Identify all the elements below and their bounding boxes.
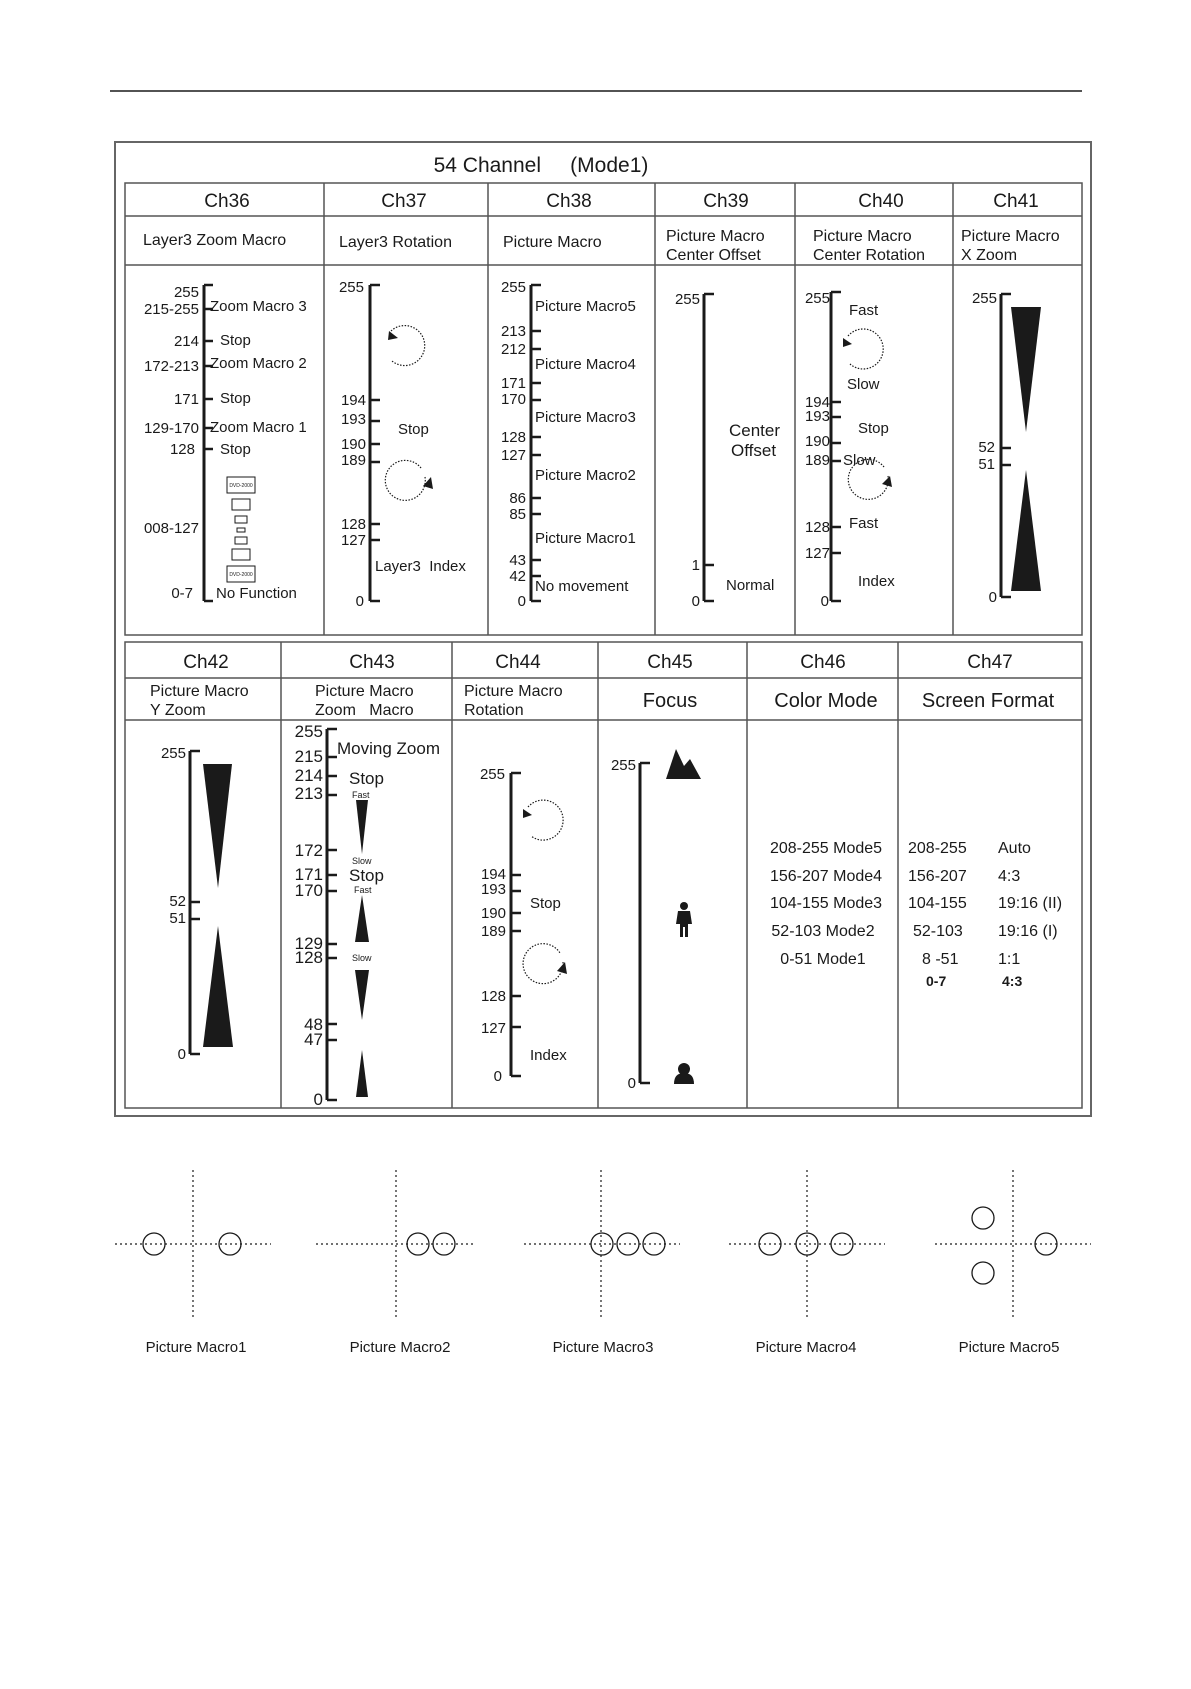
- person-icon: [676, 902, 692, 937]
- ch37-label-stop: Stop: [398, 421, 429, 438]
- ch38-tick-212: 212: [500, 341, 526, 358]
- ch42-tick-51: 51: [169, 910, 186, 927]
- ch38-tick-127: 127: [500, 447, 526, 464]
- ch47-format-list: [908, 840, 1062, 989]
- ch47-range-156-207: 156-207: [908, 868, 967, 885]
- ch36-tick-128: 128: [169, 441, 195, 458]
- rotate-cw-icon: [385, 460, 433, 500]
- rotate-ccw-icon: [388, 326, 425, 366]
- ch39-function-line1: Picture Macro: [666, 228, 765, 245]
- portrait-icon: [674, 1063, 694, 1084]
- ch43-tick-171: 171: [294, 865, 323, 884]
- ch47-range-208-255: 208-255: [908, 840, 967, 857]
- ch38-tick-0: 0: [517, 593, 526, 610]
- ch38-tick-171: 171: [500, 375, 526, 392]
- ch43-tick-172: 172: [294, 841, 323, 860]
- ch36-function: Layer3 Zoom Macro: [143, 232, 287, 249]
- ch47-format-19-16-ii: 19:16 (II): [998, 895, 1063, 912]
- ch44-scale: [480, 766, 567, 1085]
- ch44-tick-128: 128: [480, 988, 506, 1005]
- ch43-tick-129: 129: [294, 934, 323, 953]
- ch38-header: Ch38: [546, 191, 592, 212]
- ch47-format-1-1: 1:1: [998, 951, 1021, 968]
- ch40-label-fast-1: Fast: [849, 302, 879, 319]
- ch40-label-stop: Stop: [858, 420, 889, 437]
- ch47-range-104-155: 104-155: [908, 895, 967, 912]
- svg-text:DVD-2000: DVD-2000: [229, 483, 253, 489]
- ch40-tick-190: 190: [804, 433, 830, 450]
- macro1-caption: Picture Macro1: [145, 1339, 247, 1356]
- ch43-label-stop-2: Stop: [349, 866, 384, 885]
- ch46-function: Color Mode: [774, 690, 878, 712]
- ch36-header: Ch36: [204, 191, 250, 212]
- ch36-tick-129-170: 129-170: [143, 420, 199, 437]
- ch38-tick-213: 213: [500, 323, 526, 340]
- ch38-label-macro1: Picture Macro1: [535, 530, 636, 547]
- ch44-header: Ch44: [495, 652, 541, 673]
- ch43-tick-213: 213: [294, 784, 323, 803]
- ch44-label-index: Index: [530, 1047, 567, 1064]
- ch45-header: Ch45: [647, 652, 693, 673]
- mountain-icon: [666, 749, 701, 779]
- ch43-tick-47: 47: [304, 1030, 323, 1049]
- ch43-small-slow-2: Slow: [352, 953, 372, 963]
- ch37-tick-189: 189: [340, 452, 366, 469]
- ch44-tick-193: 193: [480, 881, 506, 898]
- ch43-small-fast-2: Fast: [354, 885, 372, 895]
- ch46-row-mode2: 52-103 Mode2: [771, 923, 875, 940]
- ch47-header: Ch47: [967, 652, 1013, 673]
- ch40-scale: [805, 290, 895, 610]
- ch36-label-zoom-macro-3: Zoom Macro 3: [210, 298, 307, 315]
- ch43-small-slow-1: Slow: [352, 856, 372, 866]
- ch47-function: Screen Format: [921, 690, 1055, 712]
- ch47-range-8-51: 8 -51: [922, 951, 959, 968]
- ch41-function-line2: X Zoom: [961, 247, 1018, 264]
- macro4-caption: Picture Macro4: [755, 1339, 857, 1356]
- ch37-tick-127: 127: [340, 532, 366, 549]
- ch46-row-mode4: 156-207 Mode4: [769, 868, 883, 885]
- ch40-tick-194: 194: [804, 394, 830, 411]
- ch37-tick-128: 128: [340, 516, 366, 533]
- ch42-tick-0: 0: [177, 1046, 186, 1063]
- outer-frame: [115, 142, 1091, 1116]
- ch44-function-line2: Rotation: [464, 702, 524, 719]
- ch38-tick-43: 43: [509, 552, 526, 569]
- ch36-tick-171: 171: [173, 391, 199, 408]
- zoom-taper-bottom-icon: [1011, 470, 1041, 591]
- ch37-function: Layer3 Rotation: [339, 234, 452, 251]
- ch36-tick-172-213: 172-213: [143, 358, 199, 375]
- ch39-scale: [675, 291, 780, 610]
- ch43-small-fast-1: Fast: [352, 790, 370, 800]
- ch40-function-line1: Picture Macro: [813, 228, 912, 245]
- ch40-label-fast-2: Fast: [849, 515, 879, 532]
- ch38-label-no-movement: No movement: [535, 578, 629, 595]
- ch43-tick-170: 170: [294, 881, 323, 900]
- zoom-taper-bottom-icon: [203, 926, 233, 1047]
- ch43-scale: [295, 722, 440, 1109]
- macro5-caption: Picture Macro5: [958, 1339, 1060, 1356]
- ch42-scale: [161, 745, 233, 1063]
- ch42-function-line1: Picture Macro: [150, 683, 249, 700]
- ch36-scale: [144, 284, 307, 602]
- ch44-label-stop: Stop: [530, 895, 561, 912]
- ch46-row-mode5: 208-255 Mode5: [769, 840, 883, 857]
- ch45-function: Focus: [642, 690, 698, 712]
- ch37-tick-193: 193: [340, 411, 366, 428]
- ch42-header: Ch42: [183, 652, 229, 673]
- ch36-label-zoom-macro-2: Zoom Macro 2: [210, 355, 307, 372]
- ch44-tick-194: 194: [480, 866, 506, 883]
- ch39-tick-0: 0: [691, 593, 700, 610]
- ch47-format-4-3-b: 4:3: [1002, 973, 1023, 989]
- ch37-tick-255: 255: [338, 279, 364, 296]
- ch39-label-normal: Normal: [726, 577, 775, 594]
- ch44-tick-0: 0: [493, 1068, 502, 1085]
- ch36-tick-255: 255: [173, 284, 199, 301]
- ch36-label-no-function: No Function: [216, 585, 297, 602]
- ch40-tick-127: 127: [804, 545, 830, 562]
- ch38-tick-255: 255: [500, 279, 526, 296]
- macro-diagrams: [115, 1170, 1091, 1356]
- zoom-taper-top-icon: [203, 764, 232, 888]
- ch44-function-line1: Picture Macro: [464, 683, 563, 700]
- ch39-header: Ch39: [703, 191, 749, 212]
- ch44-tick-190: 190: [480, 905, 506, 922]
- speed-taper-icon: [355, 800, 369, 1097]
- zoom-taper-top-icon: [1011, 307, 1041, 432]
- ch38-tick-85: 85: [509, 506, 526, 523]
- ch47-format-19-16-i: 19:16 (I): [998, 923, 1058, 940]
- ch39-label-offset: Offset: [731, 441, 777, 460]
- ch36-label-stop-1: Stop: [220, 332, 251, 349]
- ch40-tick-0: 0: [820, 593, 829, 610]
- ch39-tick-255: 255: [674, 291, 700, 308]
- ch43-tick-0: 0: [313, 1090, 323, 1109]
- ch45-scale: [611, 749, 701, 1092]
- ch38-function: Picture Macro: [503, 234, 602, 251]
- ch40-tick-189: 189: [804, 452, 830, 469]
- ch46-row-mode3: 104-155 Mode3: [769, 895, 883, 912]
- ch42-tick-255: 255: [160, 745, 186, 762]
- rotate-cw-icon: [523, 944, 567, 984]
- ch36-label-stop-3: Stop: [220, 441, 251, 458]
- ch43-tick-214: 214: [294, 766, 323, 785]
- ch39-tick-1: 1: [691, 557, 700, 574]
- ch41-tick-51: 51: [978, 456, 995, 473]
- ch44-tick-189: 189: [480, 923, 506, 940]
- ch45-tick-255: 255: [610, 757, 636, 774]
- ch43-tick-128: 128: [294, 948, 323, 967]
- ch41-tick-0: 0: [988, 589, 997, 606]
- ch38-label-macro4: Picture Macro4: [535, 356, 636, 373]
- ch47-format-4-3: 4:3: [998, 868, 1021, 885]
- ch37-tick-190: 190: [340, 436, 366, 453]
- ch40-header: Ch40: [858, 191, 904, 212]
- ch47-range-52-103: 52-103: [913, 923, 963, 940]
- ch47-range-0-7: 0-7: [926, 973, 947, 989]
- ch36-label-stop-2: Stop: [220, 390, 251, 407]
- ch46-row-mode1: 0-51 Mode1: [780, 951, 866, 968]
- ch38-tick-86: 86: [509, 490, 526, 507]
- ch46-mode-list: [770, 840, 882, 968]
- ch43-function-line2: Zoom Macro: [315, 702, 414, 719]
- ch36-tick-0-7: 0-7: [171, 585, 193, 602]
- ch47-format-auto: Auto: [998, 840, 1031, 857]
- ch44-tick-127: 127: [480, 1020, 506, 1037]
- ch43-label-stop-1: Stop: [349, 769, 384, 788]
- ch40-label-slow-2: Slow: [843, 452, 876, 469]
- ch43-header: Ch43: [349, 652, 395, 673]
- ch36-tick-008-127: 008-127: [143, 520, 199, 537]
- ch39-function-line2: Center Offset: [666, 247, 761, 264]
- ch40-label-slow-1: Slow: [847, 376, 880, 393]
- ch37-tick-0: 0: [355, 593, 364, 610]
- ch37-header: Ch37: [381, 191, 427, 212]
- rotate-ccw-icon: [523, 800, 563, 840]
- ch42-tick-52: 52: [169, 893, 186, 910]
- ch46-header: Ch46: [800, 652, 846, 673]
- macro2-caption: Picture Macro2: [349, 1339, 451, 1356]
- ch36-tick-214: 214: [173, 333, 199, 350]
- ch40-function-line2: Center Rotation: [813, 247, 926, 264]
- ch41-header: Ch41: [993, 191, 1039, 212]
- macro3-caption: Picture Macro3: [552, 1339, 654, 1356]
- ch39-label-center: Center: [729, 421, 781, 440]
- ch40-label-index: Index: [858, 573, 895, 590]
- ch40-tick-255: 255: [804, 290, 830, 307]
- ch41-function-line1: Picture Macro: [961, 228, 1060, 245]
- ch36-label-zoom-macro-1: Zoom Macro 1: [210, 419, 307, 436]
- ch43-label-moving-zoom: Moving Zoom: [337, 739, 440, 758]
- page-title: 54 Channel (Mode1): [433, 154, 649, 177]
- ch41-tick-255: 255: [971, 290, 997, 307]
- ch41-tick-52: 52: [978, 439, 995, 456]
- ch40-tick-128: 128: [804, 519, 830, 536]
- device-icon-sequence: [227, 477, 255, 582]
- ch40-tick-193: 193: [804, 408, 830, 425]
- ch38-tick-170: 170: [500, 391, 526, 408]
- ch44-tick-255: 255: [479, 766, 505, 783]
- ch43-tick-48: 48: [304, 1015, 323, 1034]
- ch41-scale: [972, 290, 1041, 606]
- ch38-label-macro5: Picture Macro5: [535, 298, 636, 315]
- ch43-function-line1: Picture Macro: [315, 683, 414, 700]
- ch37-label-layer3-index: Layer3 Index: [375, 558, 466, 575]
- ch37-tick-194: 194: [340, 392, 366, 409]
- ch38-label-macro2: Picture Macro2: [535, 467, 636, 484]
- svg-text:DVD-2000: DVD-2000: [229, 572, 253, 578]
- ch38-label-macro3: Picture Macro3: [535, 409, 636, 426]
- rotate-ccw-icon: [843, 329, 883, 369]
- ch43-tick-215: 215: [294, 747, 323, 766]
- ch36-tick-215-255: 215-255: [143, 301, 199, 318]
- ch43-tick-255: 255: [294, 722, 323, 741]
- ch38-scale: [501, 279, 636, 610]
- ch38-tick-42: 42: [509, 568, 526, 585]
- ch45-tick-0: 0: [627, 1075, 636, 1092]
- ch38-tick-128: 128: [500, 429, 526, 446]
- ch42-function-line2: Y Zoom: [150, 702, 206, 719]
- ch37-scale: [339, 279, 466, 610]
